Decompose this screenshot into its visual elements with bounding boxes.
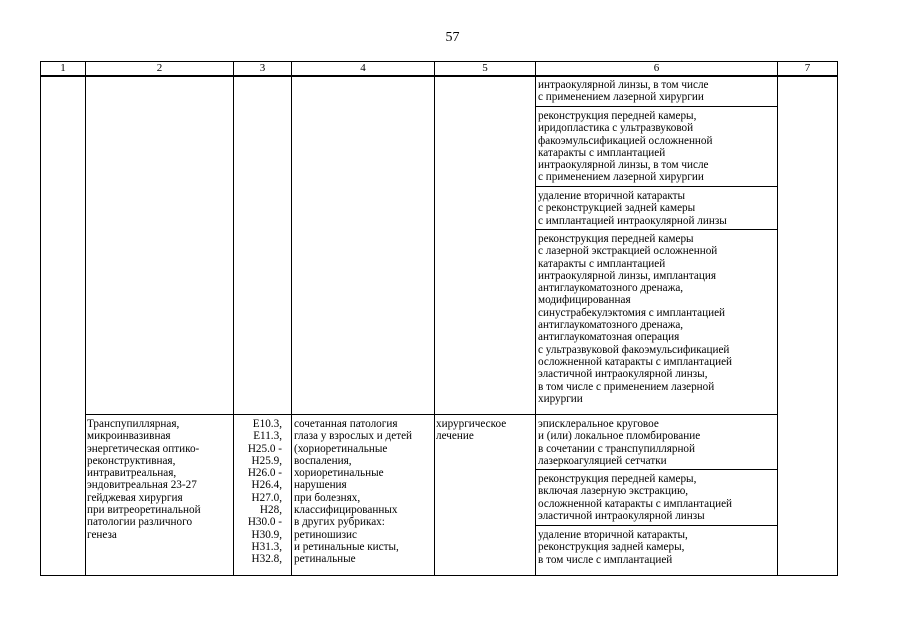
procedure-cell: эписклеральное круговое и (или) локальное пломбирование в сочетании с транспупиллярной лазеркоагуляцией сетчатки (538, 418, 701, 467)
header-col-1: 1 (60, 62, 66, 74)
header-col-6: 6 (653, 62, 660, 74)
page-number: 57 (445, 30, 460, 45)
row-divider (535, 229, 778, 230)
procedure-cell: реконструкция передней камеры с лазерной экстракцией осложненной катаракты с имплантацией интраокулярной линзы, имплантация антиглаукоматозного дренажа, модифицированная синустрабекулэктомия с имплантацией антиглаукоматозного дренажа, антиглаукоматозная операция с ультразвуковой факоэмульсификацией осложненной катаракты с имплантацией эластичной интраокулярной линзы, в том числе с применением лазерной хирургии (538, 233, 733, 405)
row-divider (535, 469, 778, 470)
procedure-cell: реконструкция передней камеры, иридопластика с ультразвуковой факоэмульсификацией осложненной катаракты с имплантацией интраокулярной линзы, в том числе с применением лазерной хирургии (538, 110, 713, 184)
patient-model-cell: сочетанная патология глаза у взрослых и детей (хориоретинальные воспаления, хориоретинальные нарушения при болезнях, классифицированных в других рубриках: ретиношизис и ретинальные кисты, ретинальные (294, 418, 413, 566)
procedure-cell: удаление вторичной катаракты, реконструкция задней камеры, в том числе с имплантацией (538, 529, 688, 566)
procedure-cell: интраокулярной линзы, в том числе с применением лазерной хирургии (538, 79, 709, 104)
col-divider-1 (85, 61, 86, 576)
icd-codes-cell: E10.3, E11.3, H25.0 - H25.9, H26.0 - H26.4, H27.0, H28, H30.0 - H30.9, H31.3, H32.8, (247, 418, 282, 566)
header-col-7: 7 (804, 62, 811, 74)
col-divider-0 (40, 61, 41, 576)
row-divider (535, 106, 778, 107)
header-col-3: 3 (259, 62, 266, 74)
treatment-method-cell: хирургическое лечение (436, 418, 507, 443)
col-divider-3 (291, 61, 292, 576)
procedure-cell: удаление вторичной катаракты с реконструкцией задней камеры с имплантацией интраокулярной линзы (538, 190, 727, 227)
col-divider-2 (233, 61, 234, 576)
group-divider (85, 414, 778, 415)
col-divider-5 (535, 61, 536, 576)
row-divider (535, 525, 778, 526)
header-col-5: 5 (482, 62, 488, 74)
treatment-type-cell: Транспупиллярная, микроинвазивная энергетическая оптико- реконструктивная, интравитреальная, эндовитреальная 23-27 гейджевая хирургия при витреоретинальной патологии различного генеза (87, 418, 201, 541)
row-divider (535, 186, 778, 187)
header-col-4: 4 (360, 62, 366, 74)
table-bottom-border (40, 575, 838, 576)
header-col-2: 2 (156, 62, 163, 74)
col-divider-4 (434, 61, 435, 576)
col-divider-6 (777, 61, 778, 576)
procedure-cell: реконструкция передней камеры, включая лазерную экстракцию, осложненной катаракты с имплантацией эластичной интраокулярной линзы (538, 473, 733, 522)
col-divider-7 (837, 61, 838, 576)
header-bottom-border (40, 75, 838, 77)
